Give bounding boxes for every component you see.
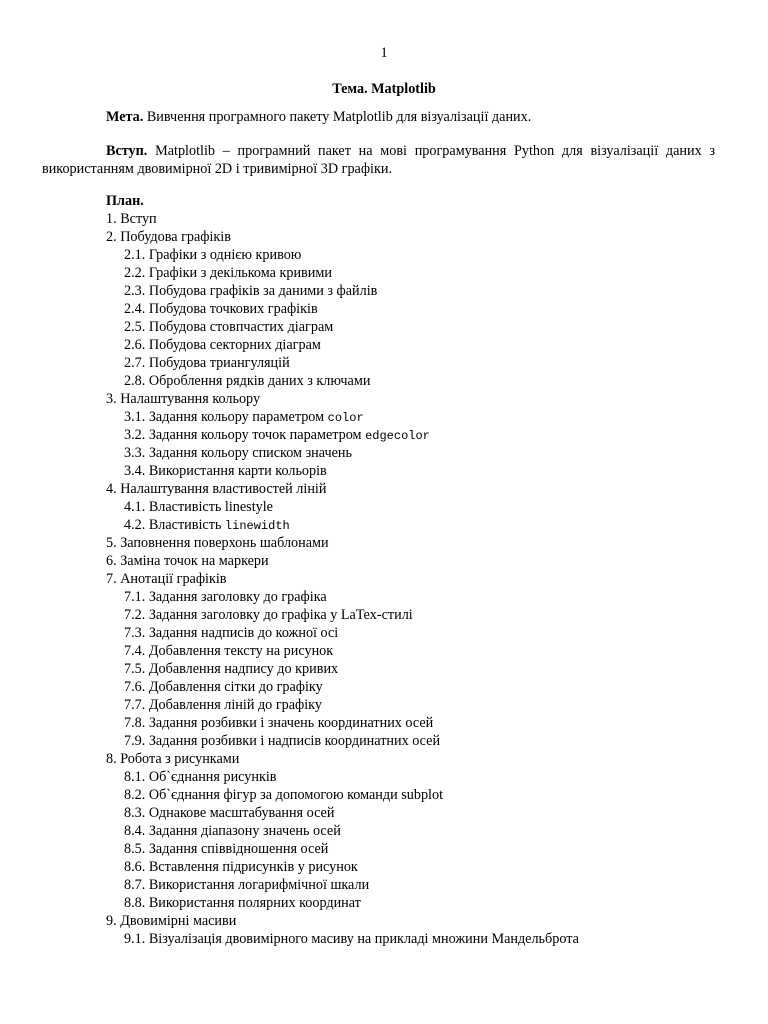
plan-subsection-item xyxy=(0,264,768,282)
plan-subsection-item xyxy=(0,372,768,390)
intro-paragraph xyxy=(42,142,715,178)
plan-subsection-item xyxy=(0,714,768,732)
plan-section-item xyxy=(0,552,768,570)
plan-item-text: 5. Заповнення поверхонь шаблонами xyxy=(106,535,329,551)
plan-subsection-item xyxy=(0,894,768,912)
plan-item-text: 2.5. Побудова стовпчастих діаграм xyxy=(124,319,334,335)
plan-item-text: 8. Робота з рисунками xyxy=(106,751,240,767)
plan-item-text: 2. Побудова графіків xyxy=(106,229,231,245)
plan-subsection-item xyxy=(0,930,768,948)
plan-subsection-item xyxy=(0,300,768,318)
plan-item-code: linewidth xyxy=(224,519,290,533)
plan-item-text: 7.2. Задання заголовку до графіка у LaTex-стилі xyxy=(124,607,413,623)
plan-item-text: 3. Налаштування кольору xyxy=(106,391,261,407)
plan-item-text: 7.6. Добавлення сітки до графіку xyxy=(124,679,323,695)
plan-item-code: color xyxy=(327,411,364,425)
plan-item-text: 4. Налаштування властивостей ліній xyxy=(106,481,327,497)
plan-item-text: 2.3. Побудова графіків за даними з файлів xyxy=(124,283,378,299)
plan-section-item xyxy=(0,390,768,408)
plan-subsection-item xyxy=(0,516,768,534)
plan-section-item xyxy=(0,912,768,930)
plan-item-code: edgecolor xyxy=(365,429,430,443)
plan-section-item xyxy=(0,480,768,498)
plan-subsection-item xyxy=(0,822,768,840)
plan-section-item xyxy=(0,534,768,552)
plan-item-text: 7.7. Добавлення ліній до графіку xyxy=(124,697,322,713)
goal-label: Мета. xyxy=(106,109,144,125)
plan-item-text: 2.1. Графіки з однією кривою xyxy=(124,247,302,263)
plan-subsection-item xyxy=(0,246,768,264)
plan-subsection-item xyxy=(0,804,768,822)
plan-subsection-item xyxy=(0,786,768,804)
plan-section-item xyxy=(0,228,768,246)
plan-item-text: 8.2. Об`єднання фігур за допомогою команди subplot xyxy=(124,787,444,803)
plan-item-text: 6. Заміна точок на маркери xyxy=(106,553,269,569)
plan-subsection-item xyxy=(0,606,768,624)
plan-item-text: 2.2. Графіки з декількома кривими xyxy=(124,265,332,281)
plan-item-text: 8.5. Задання співвідношення осей xyxy=(124,841,329,857)
plan-subsection-item xyxy=(0,462,768,480)
plan-item-text: 8.3. Однакове масштабування осей xyxy=(124,805,335,821)
plan-item-text: 3.2. Задання кольору точок параметром xyxy=(124,427,366,443)
plan-item-text: 9.1. Візуалізація двовимірного масиву на прикладі множини Мандельброта xyxy=(124,931,579,947)
plan-subsection-item xyxy=(0,678,768,696)
plan-item-text: 8.4. Задання діапазону значень осей xyxy=(124,823,341,839)
plan-subsection-item xyxy=(0,588,768,606)
plan-item-text: 9. Двовимірні масиви xyxy=(106,913,237,929)
plan-heading: План. xyxy=(106,193,144,209)
goal-text: Вивчення програмного пакету Matplotlib для візуалізації даних. xyxy=(146,109,532,125)
plan-list xyxy=(0,210,768,948)
plan-item-text: 7.9. Задання розбивки і надписів координатних осей xyxy=(124,733,441,749)
plan-item-text: 3.1. Задання кольору параметром xyxy=(124,409,328,425)
plan-subsection-item xyxy=(0,408,768,426)
plan-item-text: 2.7. Побудова триангуляцій xyxy=(124,355,290,371)
plan-item-text: 8.7. Використання логарифмічної шкали xyxy=(124,877,370,893)
plan-subsection-item xyxy=(0,840,768,858)
plan-subsection-item xyxy=(0,642,768,660)
plan-item-text: 7.1. Задання заголовку до графіка xyxy=(124,589,327,605)
plan-item-text: 7.8. Задання розбивки і значень координатних осей xyxy=(124,715,434,731)
plan-subsection-item xyxy=(0,444,768,462)
plan-item-text: 4.1. Властивість linestyle xyxy=(124,499,273,515)
plan-subsection-item xyxy=(0,768,768,786)
plan-subsection-item xyxy=(0,858,768,876)
plan-subsection-item xyxy=(0,282,768,300)
plan-subsection-item xyxy=(0,426,768,444)
plan-subsection-item xyxy=(0,660,768,678)
plan-item-text: 8.1. Об`єднання рисунків xyxy=(124,769,277,785)
plan-item-text: 7.4. Добавлення тексту на рисунок xyxy=(124,643,334,659)
goal-paragraph xyxy=(42,108,715,126)
plan-item-text: 3.3. Задання кольору списком значень xyxy=(124,445,352,461)
plan-subsection-item xyxy=(0,354,768,372)
intro-text: Matplotlib – програмний пакет на мові програмування Python для візуалізації даних з використанням двовимірної 2D і тривимірної 3D графіки. xyxy=(42,143,715,177)
plan-section-item xyxy=(0,210,768,228)
plan-item-text: 8.8. Використання полярних координат xyxy=(124,895,361,911)
plan-section-item xyxy=(0,750,768,768)
plan-item-text: 8.6. Вставлення підрисунків у рисунок xyxy=(124,859,358,875)
plan-item-text: 4.2. Властивість xyxy=(124,517,225,533)
plan-item-text: 7.5. Добавлення надпису до кривих xyxy=(124,661,339,677)
plan-item-text: 3.4. Використання карти кольорів xyxy=(124,463,327,479)
plan-item-text: 2.6. Побудова секторних діаграм xyxy=(124,337,321,353)
plan-subsection-item xyxy=(0,696,768,714)
plan-subsection-item xyxy=(0,876,768,894)
plan-subsection-item xyxy=(0,498,768,516)
plan-subsection-item xyxy=(0,732,768,750)
plan-item-text: 2.4. Побудова точкових графіків xyxy=(124,301,318,317)
plan-item-text: 1. Вступ xyxy=(106,211,157,227)
plan-subsection-item xyxy=(0,318,768,336)
plan-subsection-item xyxy=(0,336,768,354)
plan-item-text: 2.8. Оброблення рядків даних з ключами xyxy=(124,373,371,389)
plan-item-text: 7. Анотації графіків xyxy=(106,571,227,587)
plan-section-item xyxy=(0,570,768,588)
intro-label: Вступ. xyxy=(106,143,148,159)
plan-subsection-item xyxy=(0,624,768,642)
plan-item-text: 7.3. Задання надписів до кожної осі xyxy=(124,625,339,641)
document-title: Тема. Matplotlib xyxy=(332,81,436,97)
page-number: 1 xyxy=(380,45,388,61)
